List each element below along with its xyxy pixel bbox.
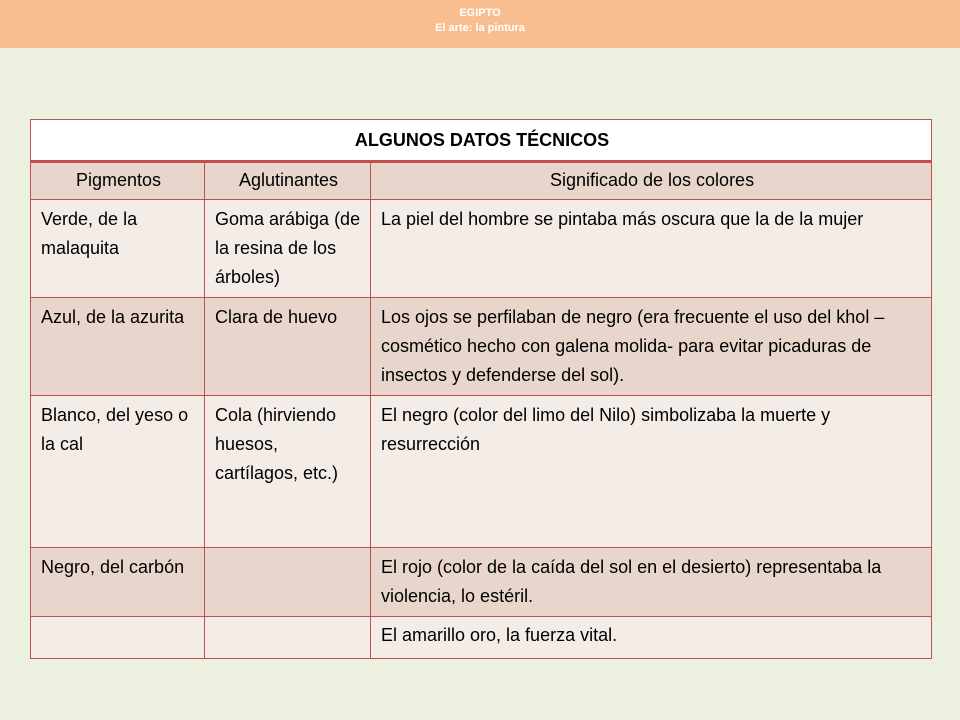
cell-aglutinante (205, 617, 371, 659)
column-header-significado: Significado de los colores (371, 162, 932, 200)
table-header-row (31, 162, 932, 200)
column-header-pigmentos: Pigmentos (31, 162, 205, 200)
table-row (31, 548, 932, 617)
table-title-row (31, 120, 932, 162)
cell-significado: El rojo (color de la caída del sol en el desierto) representaba la violencia, lo estéril. (371, 548, 932, 617)
slide-header (0, 0, 960, 48)
table-row (31, 298, 932, 396)
cell-pigmento: Negro, del carbón (31, 548, 205, 617)
cell-aglutinante: Cola (hirviendo huesos, cartílagos, etc.) (205, 396, 371, 548)
header-subtitle: El arte: la pintura (435, 22, 525, 34)
table-row (31, 200, 932, 298)
cell-significado: Los ojos se perfilaban de negro (era frecuente el uso del khol –cosmético hecho con galena molida- para evitar picaduras de insectos y defenderse del sol). (371, 298, 932, 396)
cell-aglutinante: Clara de huevo (205, 298, 371, 396)
cell-significado: La piel del hombre se pintaba más oscura que la de la mujer (371, 200, 932, 298)
table-title: ALGUNOS DATOS TÉCNICOS (31, 120, 932, 162)
cell-pigmento: Verde, de la malaquita (31, 200, 205, 298)
table-row (31, 396, 932, 548)
cell-significado: El negro (color del limo del Nilo) simbolizaba la muerte y resurrección (371, 396, 932, 548)
cell-pigmento (31, 617, 205, 659)
cell-aglutinante (205, 548, 371, 617)
cell-pigmento: Azul, de la azurita (31, 298, 205, 396)
technical-data-table (30, 119, 932, 659)
cell-significado: El amarillo oro, la fuerza vital. (371, 617, 932, 659)
cell-pigmento: Blanco, del yeso o la cal (31, 396, 205, 548)
header-title: EGIPTO (459, 7, 501, 19)
cell-aglutinante: Goma arábiga (de la resina de los árboles) (205, 200, 371, 298)
column-header-aglutinantes: Aglutinantes (205, 162, 371, 200)
table-row (31, 617, 932, 659)
